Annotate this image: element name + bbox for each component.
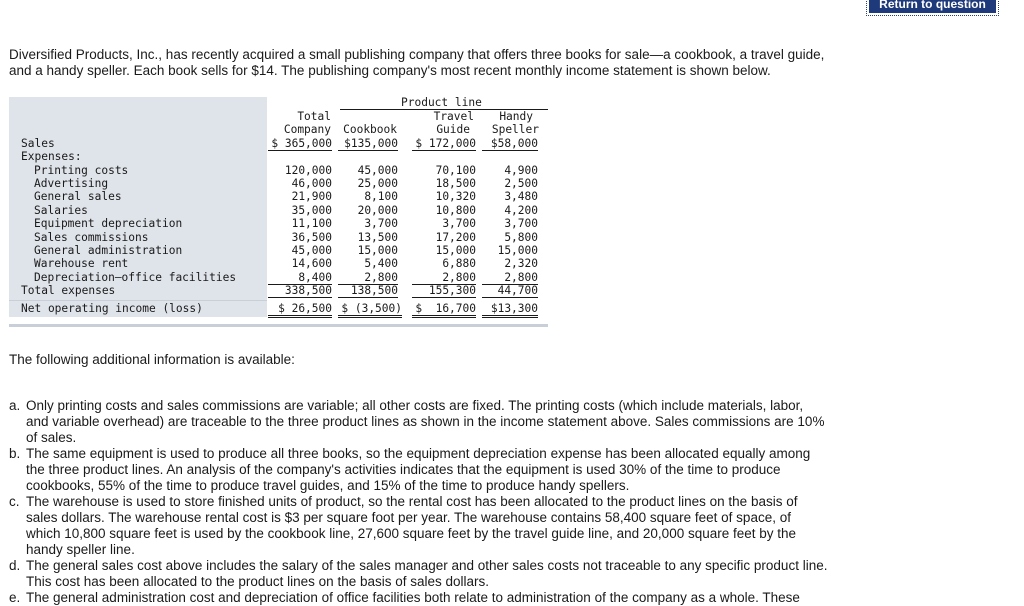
expense-value: 3,700 (442, 217, 476, 231)
expense-label: Depreciation—office facilities (34, 270, 237, 284)
expense-value: 8,400 (268, 271, 332, 285)
total-expenses-total: 338,500 (268, 284, 332, 298)
col-total-line2: Total (297, 110, 331, 123)
list-item-text: The general administration cost and depreciation of office facilities both relate to administration of the company as a whole. These (26, 590, 800, 605)
expense-value: 14,600 (291, 257, 332, 271)
expense-value: 13,500 (357, 230, 398, 244)
expense-value: 3,700 (364, 217, 398, 231)
expense-label: Sales commissions (34, 230, 149, 244)
list-item-marker: e. (9, 590, 21, 605)
total-expenses-cookbook: 138,500 (338, 284, 398, 298)
expense-label: Advertising (34, 176, 109, 190)
expense-value: 18,500 (435, 176, 476, 190)
expense-value: 2,320 (504, 257, 538, 271)
net-income-speller: $13,300 (482, 302, 538, 318)
expense-value: 15,000 (357, 243, 398, 257)
sales-total: $ 365,000 (268, 137, 332, 151)
expense-label: General sales (34, 190, 122, 204)
expense-label: General administration (34, 243, 183, 257)
expense-value: 2,500 (504, 176, 538, 190)
return-to-question-button[interactable] (866, 0, 999, 16)
expense-value: 70,100 (435, 163, 476, 177)
expenses-label: Expenses: (21, 150, 82, 163)
expense-value: 6,880 (442, 257, 476, 271)
list-item-text: The same equipment is used to produce all three books, so the equipment depreciation expense has been allocated equally among the three product lines. An analysis of the company's activities indicates that the equipment is used 30% of the time to produce cookbooks, 55% of the time to produce travel guides, and 15% of the time to produce handy spellers. (26, 446, 811, 493)
col-cookbook-line3: Cookbook (343, 123, 397, 136)
sales-label: Sales (21, 137, 55, 150)
col-total-line3: Company (283, 123, 331, 136)
net-income-cookbook: $ (3,500) (338, 302, 402, 318)
sales-cookbook: $135,000 (338, 137, 398, 151)
expense-value: 3,700 (504, 217, 538, 231)
net-income-label: Net operating income (loss) (21, 302, 203, 315)
col-travel-line3: Guide (436, 123, 470, 136)
net-income-total: $ 26,500 (268, 302, 332, 318)
sales-travel: $ 172,000 (412, 137, 476, 151)
expense-value: 2,800 (338, 271, 398, 285)
col-speller-line3: Speller (491, 123, 539, 136)
expense-value: 15,000 (435, 243, 476, 257)
income-statement (9, 95, 548, 327)
expense-value: 45,000 (357, 163, 398, 177)
expense-value: 15,000 (497, 243, 538, 257)
expense-label: Salaries (34, 203, 88, 217)
list-item-text: Only printing costs and sales commissions are variable; all other costs are fixed. The printing costs (which include materials, labor, and variable overhead) are traceable to the three product lines as shown in the income statement above. Sales commissions are 10% of sales. (26, 398, 825, 445)
expense-value: 4,200 (504, 203, 538, 217)
list-item-marker: a. (9, 398, 21, 413)
list-item-text: The warehouse is used to store finished units of product, so the rental cost has been allocated to the product lines on the basis of sales dollars. The warehouse rental cost is $3 per square foot per year. The warehouse contains 58,400 square feet of space, of which 10,800 square feet is used by the cookbook line, 27,600 square feet by the travel guide line, and 20,000 square feet by the handy speller line. (26, 494, 798, 557)
sales-speller: $58,000 (482, 137, 538, 151)
expense-value: 45,000 (291, 243, 332, 257)
list-item-marker: c. (9, 494, 20, 509)
expense-value: 36,500 (291, 230, 332, 244)
expense-label: Warehouse rent (34, 257, 129, 271)
expense-value: 11,100 (291, 217, 332, 231)
expense-value: 35,000 (291, 203, 332, 217)
list-item (9, 494, 829, 558)
expense-value: 21,900 (291, 190, 332, 204)
expense-value: 10,800 (435, 203, 476, 217)
return-to-question-label: Return to question (869, 0, 996, 13)
statement-bottom-rule (9, 324, 548, 327)
additional-info-list (9, 398, 829, 606)
expense-value: 46,000 (291, 176, 332, 190)
problem-intro: Diversified Products, Inc., has recently acquired a small publishing company that offers three books for sale—a cookbook, a travel guide, and a handy speller. Each book sells for $14. The publishing company's most recent monthly income statement is shown below. (9, 47, 825, 78)
expense-value: 20,000 (357, 203, 398, 217)
net-income-travel: $ 16,700 (412, 302, 476, 318)
expense-value: 2,800 (412, 271, 476, 285)
list-item (9, 590, 829, 606)
total-expenses-travel: 155,300 (412, 284, 476, 298)
list-item (9, 446, 829, 494)
total-expenses-speller: 44,700 (482, 284, 538, 298)
expense-value: 8,100 (364, 190, 398, 204)
expense-value: 2,800 (482, 271, 538, 285)
expense-value: 10,320 (435, 190, 476, 204)
additional-info-heading: The following additional information is available: (9, 352, 295, 367)
expense-value: 4,900 (504, 163, 538, 177)
expense-value: 5,400 (364, 257, 398, 271)
list-item-text: The general sales cost above includes the salary of the sales manager and other sales costs not traceable to any specific product line. This cost has been allocated to the product lines on the basis of sales dollars. (26, 558, 828, 589)
expense-label: Equipment depreciation (34, 217, 183, 231)
list-item (9, 558, 829, 590)
net-income-separator (9, 300, 267, 301)
list-item-marker: d. (9, 558, 21, 573)
expense-value: 3,480 (504, 190, 538, 204)
expense-label: Printing costs (34, 163, 129, 177)
col-travel-line2: Travel (433, 110, 474, 123)
col-speller-line2: Handy (499, 110, 533, 123)
expense-value: 120,000 (284, 163, 332, 177)
expense-value: 5,800 (504, 230, 538, 244)
expense-value: 17,200 (435, 230, 476, 244)
total-expenses-label: Total expenses (21, 284, 116, 297)
product-line-header: Product line (401, 96, 482, 109)
list-item (9, 398, 829, 446)
list-item-marker: b. (9, 446, 21, 461)
expense-value: 25,000 (357, 176, 398, 190)
